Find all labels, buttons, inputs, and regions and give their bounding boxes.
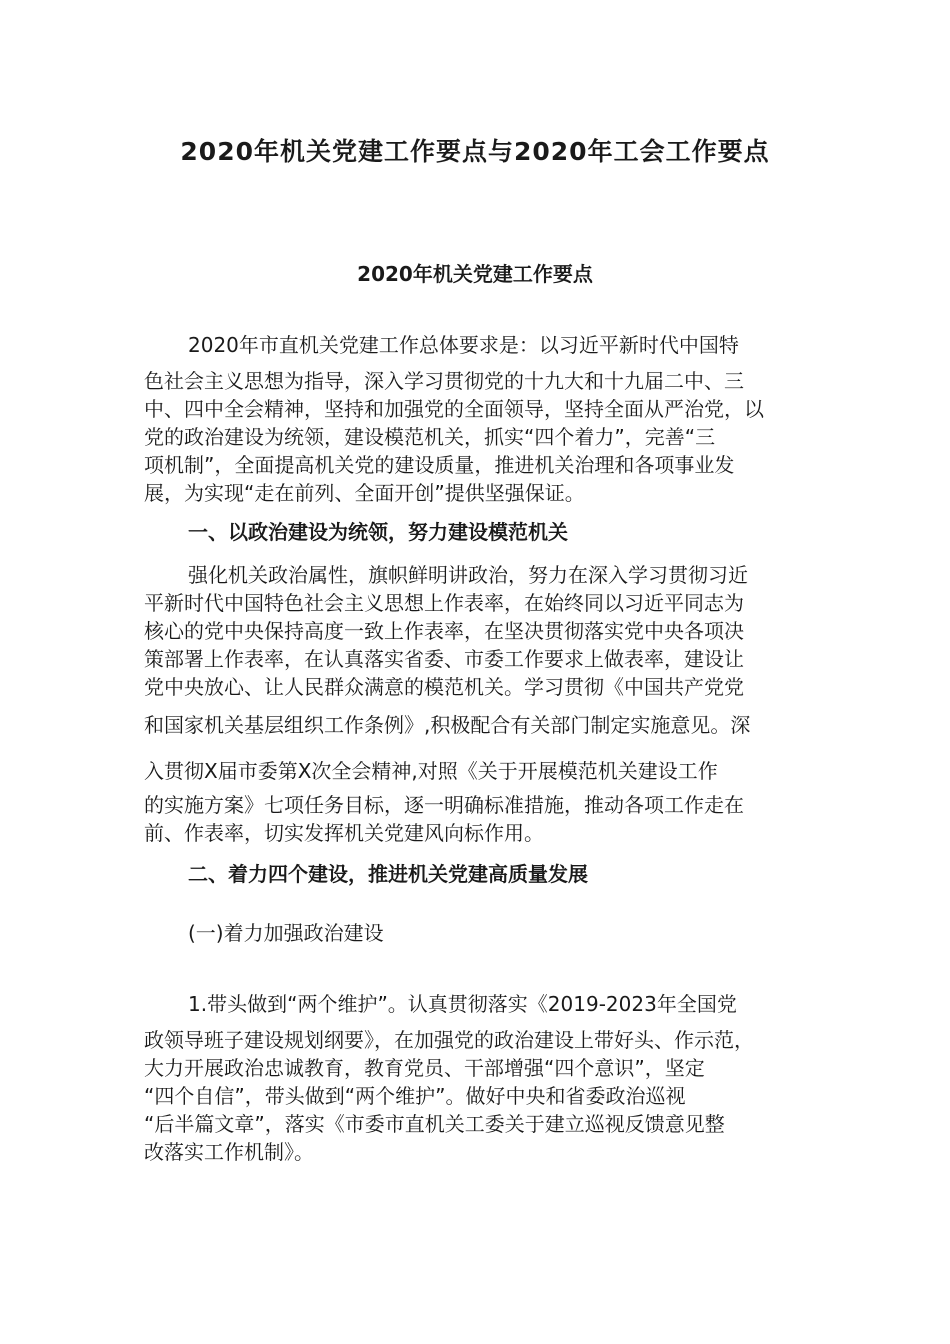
section-title: 2020年机关党建工作要点 [357, 262, 593, 286]
paragraph-line: 核心的党中央保持高度一致上作表率，在坚决贯彻落实党中央各项决 [144, 619, 744, 643]
paragraph-line: 前、作表率，切实发挥机关党建风向标作用。 [144, 821, 544, 845]
paragraph-line: 入贯彻X届市委第X次全会精神,对照《关于开展模范机关建设工作 [144, 759, 718, 783]
paragraph-line: 展，为实现“走在前列、全面开创”提供坚强保证。 [144, 481, 585, 505]
paragraph-line: 的实施方案》七项任务目标，逐一明确标准措施，推动各项工作走在 [144, 793, 744, 817]
paragraph-line: 项机制”，全面提高机关党的建设质量，推进机关治理和各项事业发 [144, 453, 735, 477]
paragraph-line: 色社会主义思想为指导，深入学习贯彻党的十九大和十九届二中、三 [144, 369, 744, 393]
paragraph-two [144, 990, 808, 1166]
intro-paragraph [144, 331, 808, 507]
paragraph-line: 党的政治建设为统领，建设模范机关，抓实“四个着力”，完善“三 [144, 425, 716, 449]
heading-one: 一、以政治建设为统领，努力建设模范机关 [188, 520, 568, 544]
document-title: 2020年机关党建工作要点与2020年工会工作要点 [180, 137, 770, 166]
paragraph-line: 改落实工作机制》。 [144, 1140, 314, 1164]
paragraph-line: 党中央放心、让人民群众满意的模范机关。学习贯彻《中国共产党党 [144, 675, 744, 699]
heading-two: 二、着力四个建设，推进机关党建高质量发展 [188, 862, 588, 886]
paragraph-line: 平新时代中国特色社会主义思想上作表率，在始终同以习近平同志为 [144, 591, 744, 615]
paragraph-line: 2020年市直机关党建工作总体要求是：以习近平新时代中国特 [188, 333, 739, 357]
paragraph-line: “四个自信”，带头做到“两个维护”。做好中央和省委政治巡视 [144, 1084, 686, 1108]
subheading-political-construction: (一)着力加强政治建设 [188, 921, 384, 945]
paragraph-line: 1.带头做到“两个维护”。认真贯彻落实《2019-2023年全国党 [188, 992, 737, 1016]
paragraph-line: 和国家机关基层组织工作条例》,积极配合有关部门制定实施意见。深 [144, 713, 751, 737]
paragraph-line: 大力开展政治忠诚教育，教育党员、干部增强“四个意识”，坚定 [144, 1056, 705, 1080]
paragraph-line: 政领导班子建设规划纲要》，在加强党的政治建设上带好头、作示范， [144, 1028, 754, 1052]
paragraph-line: “后半篇文章”，落实《市委市直机关工委关于建立巡视反馈意见整 [144, 1112, 725, 1136]
paragraph-line: 强化机关政治属性，旗帜鲜明讲政治，努力在深入学习贯彻习近 [188, 563, 748, 587]
paragraph-line: 策部署上作表率，在认真落实省委、市委工作要求上做表率，建设让 [144, 647, 744, 671]
paragraph-line: 中、四中全会精神，坚持和加强党的全面领导，坚持全面从严治党，以 [144, 397, 764, 421]
paragraph-one [144, 561, 808, 847]
